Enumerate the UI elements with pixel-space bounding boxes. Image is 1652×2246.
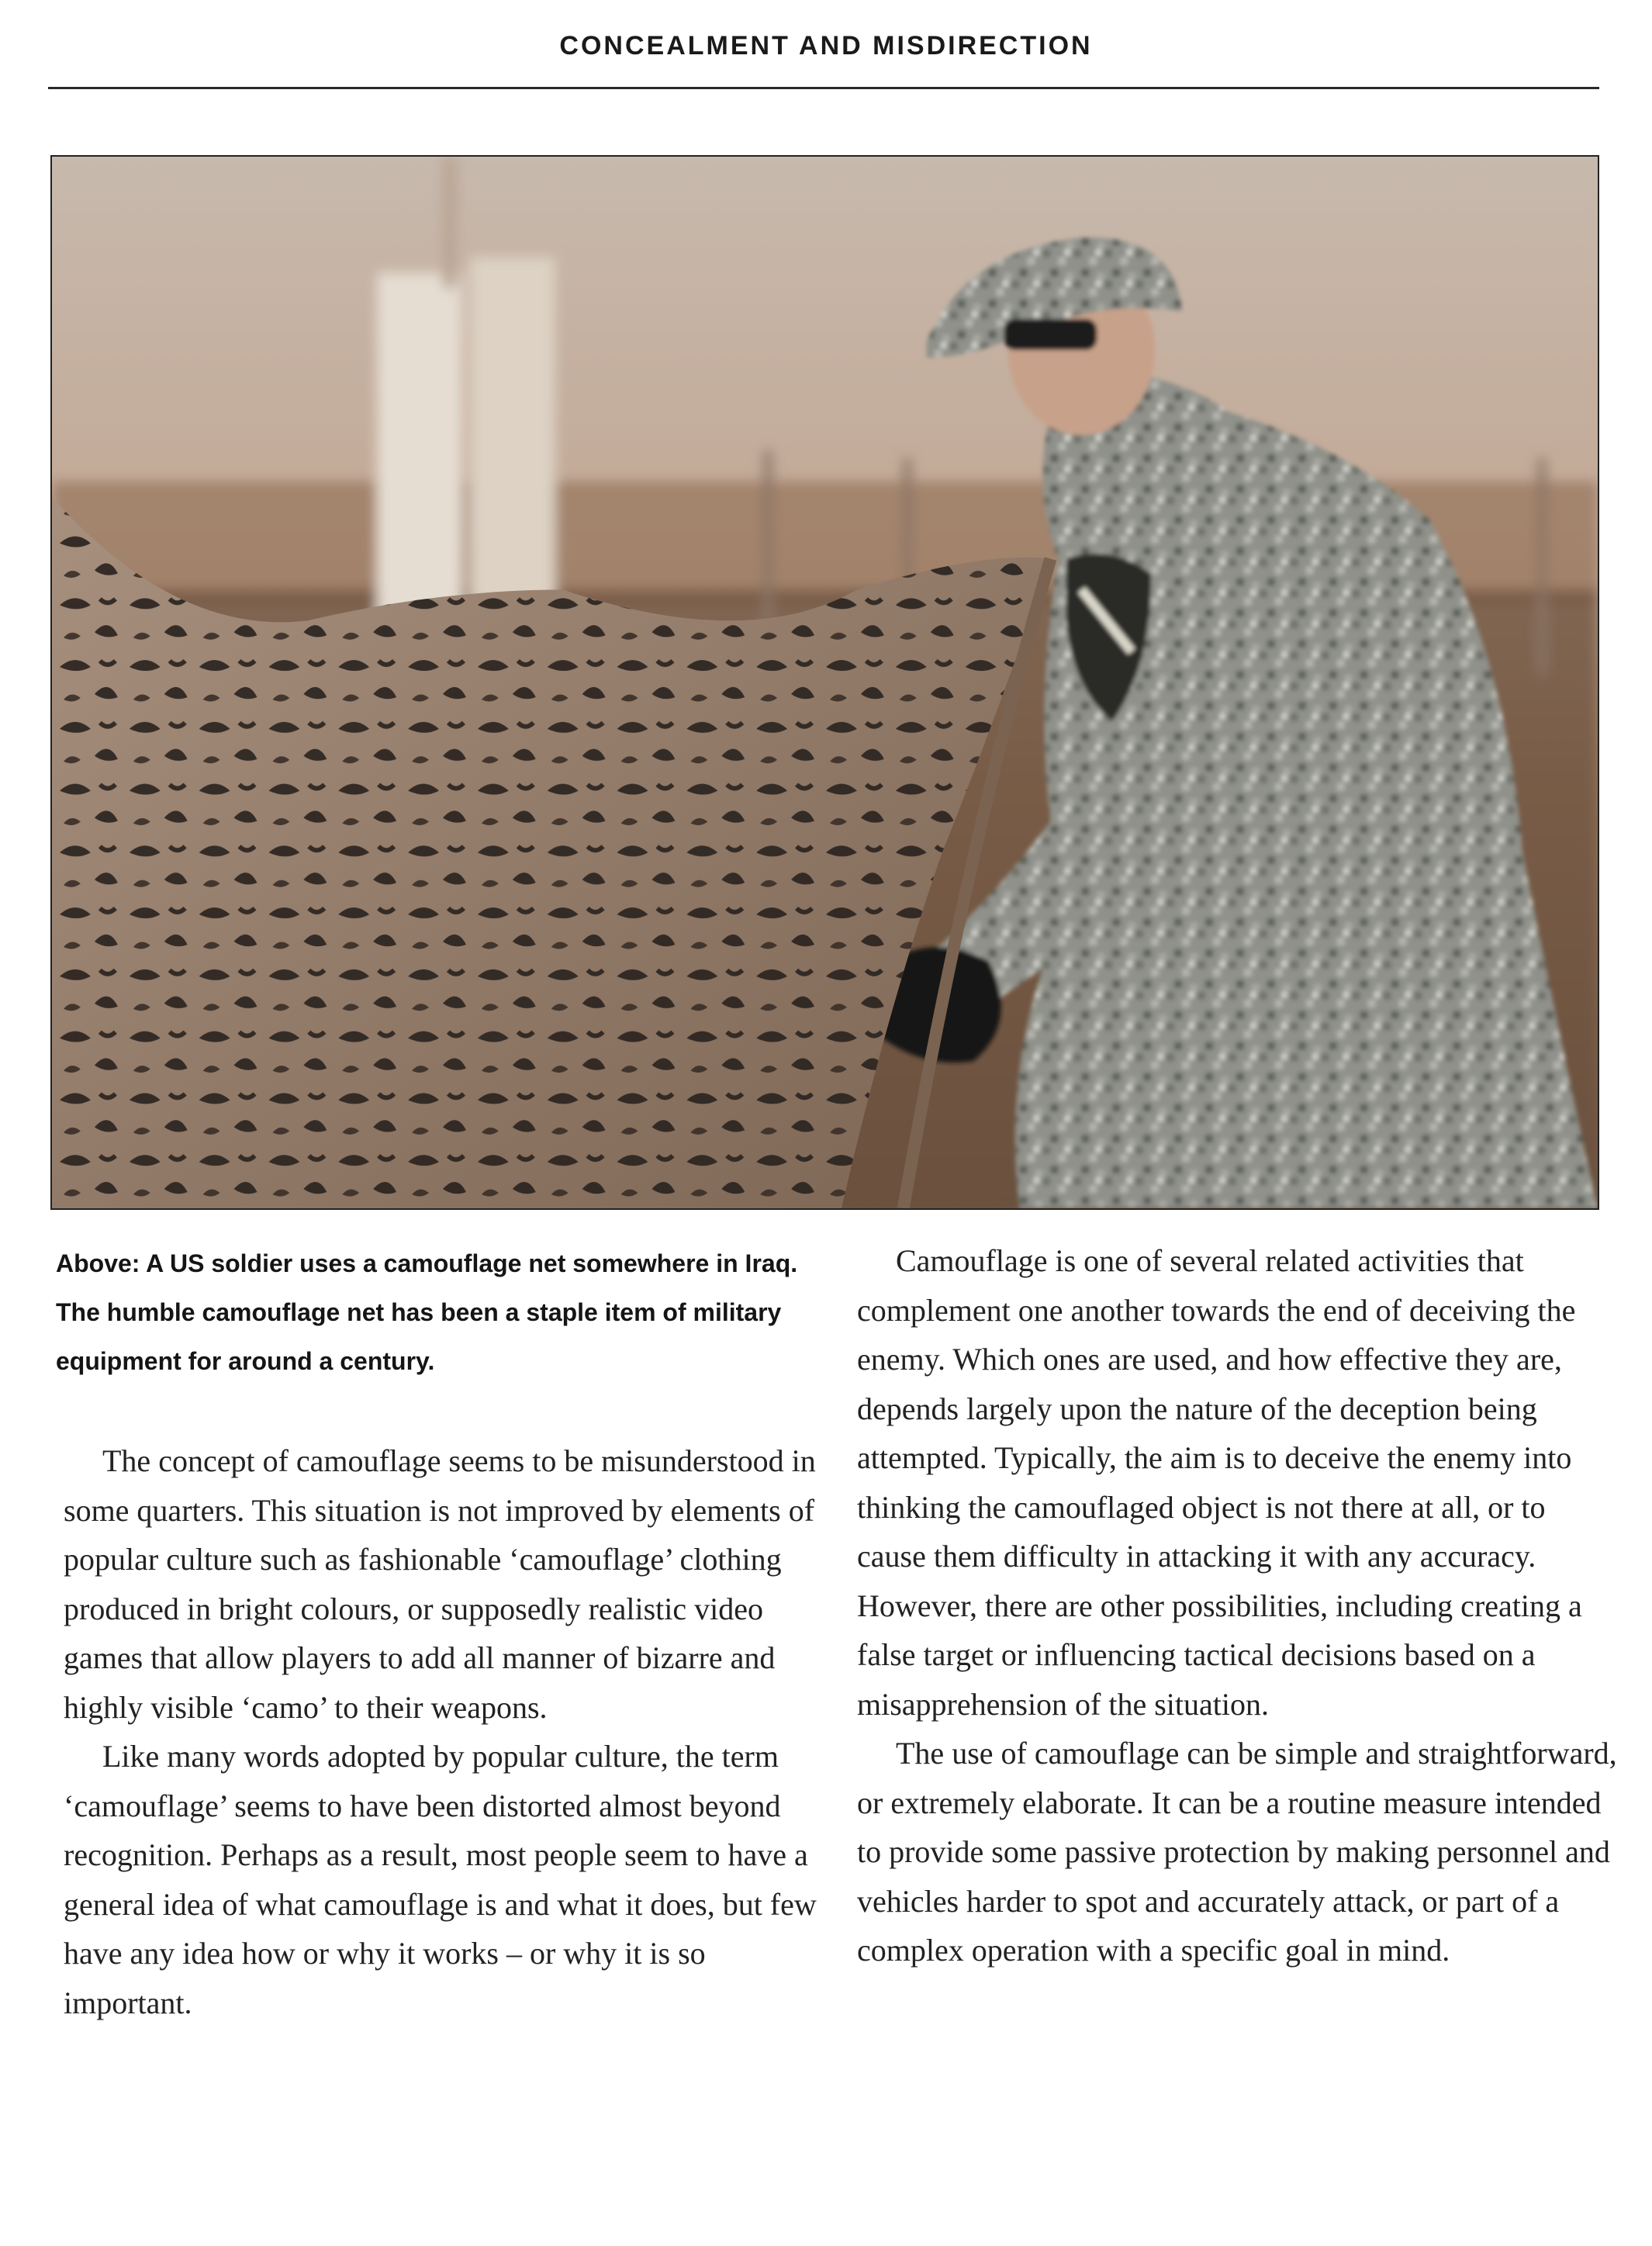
header-rule bbox=[48, 87, 1599, 89]
photo-illustration bbox=[52, 157, 1598, 1208]
paragraph-use-of-camouflage: The use of camouflage can be simple and straightforward, or extremely elaborate. It can be a routine measure intended to provide some passive protection by making personnel and vehicles harder to spot and accurately attack, or part of a complex operation with a specific goal in mind. bbox=[857, 1736, 1617, 1968]
photo-soldier-camouflage-net bbox=[50, 155, 1599, 1210]
paragraph-concept: The concept of camouflage seems to be misunderstood in some quarters. This situation is not improved by elements of popular culture such as fashionable ‘camouflage’ clothing produced in bright colours, or supposedly realistic video games that allow players to add all manner of bizarre and highly visible ‘camo’ to their weapons. bbox=[64, 1443, 816, 1725]
paragraph-popular-culture: Like many words adopted by popular culture, the term ‘camouflage’ seems to have been distorted almost beyond recognition. Perhaps as a result, most people seem to have a general idea of what camouflage is and what it does, but few have any idea how or why it works – or why it is so important. bbox=[64, 1739, 817, 2020]
right-column bbox=[857, 1236, 1621, 1975]
left-column bbox=[64, 1436, 820, 2027]
paragraph-related-activities: Camouflage is one of several related activities that complement one another towards the end of deceiving the enemy. Which ones are used, and how effective they are, depends largely upon the nature of the deception being attempted. Typically, the aim is to deceive the enemy into thinking the camouflaged object is not there at all, or to cause them difficulty in attacking it with any accuracy. However, there are other possibilities, including creating a false target or influencing tactical decisions based on a misapprehension of the situation. bbox=[857, 1243, 1582, 1722]
photo-caption: Above: A US soldier uses a camouflage net somewhere in Iraq. The humble camouflage net has been a staple item of military equipment for around a century. bbox=[56, 1249, 798, 1375]
running-header: CONCEALMENT AND MISDIRECTION bbox=[559, 31, 1093, 60]
